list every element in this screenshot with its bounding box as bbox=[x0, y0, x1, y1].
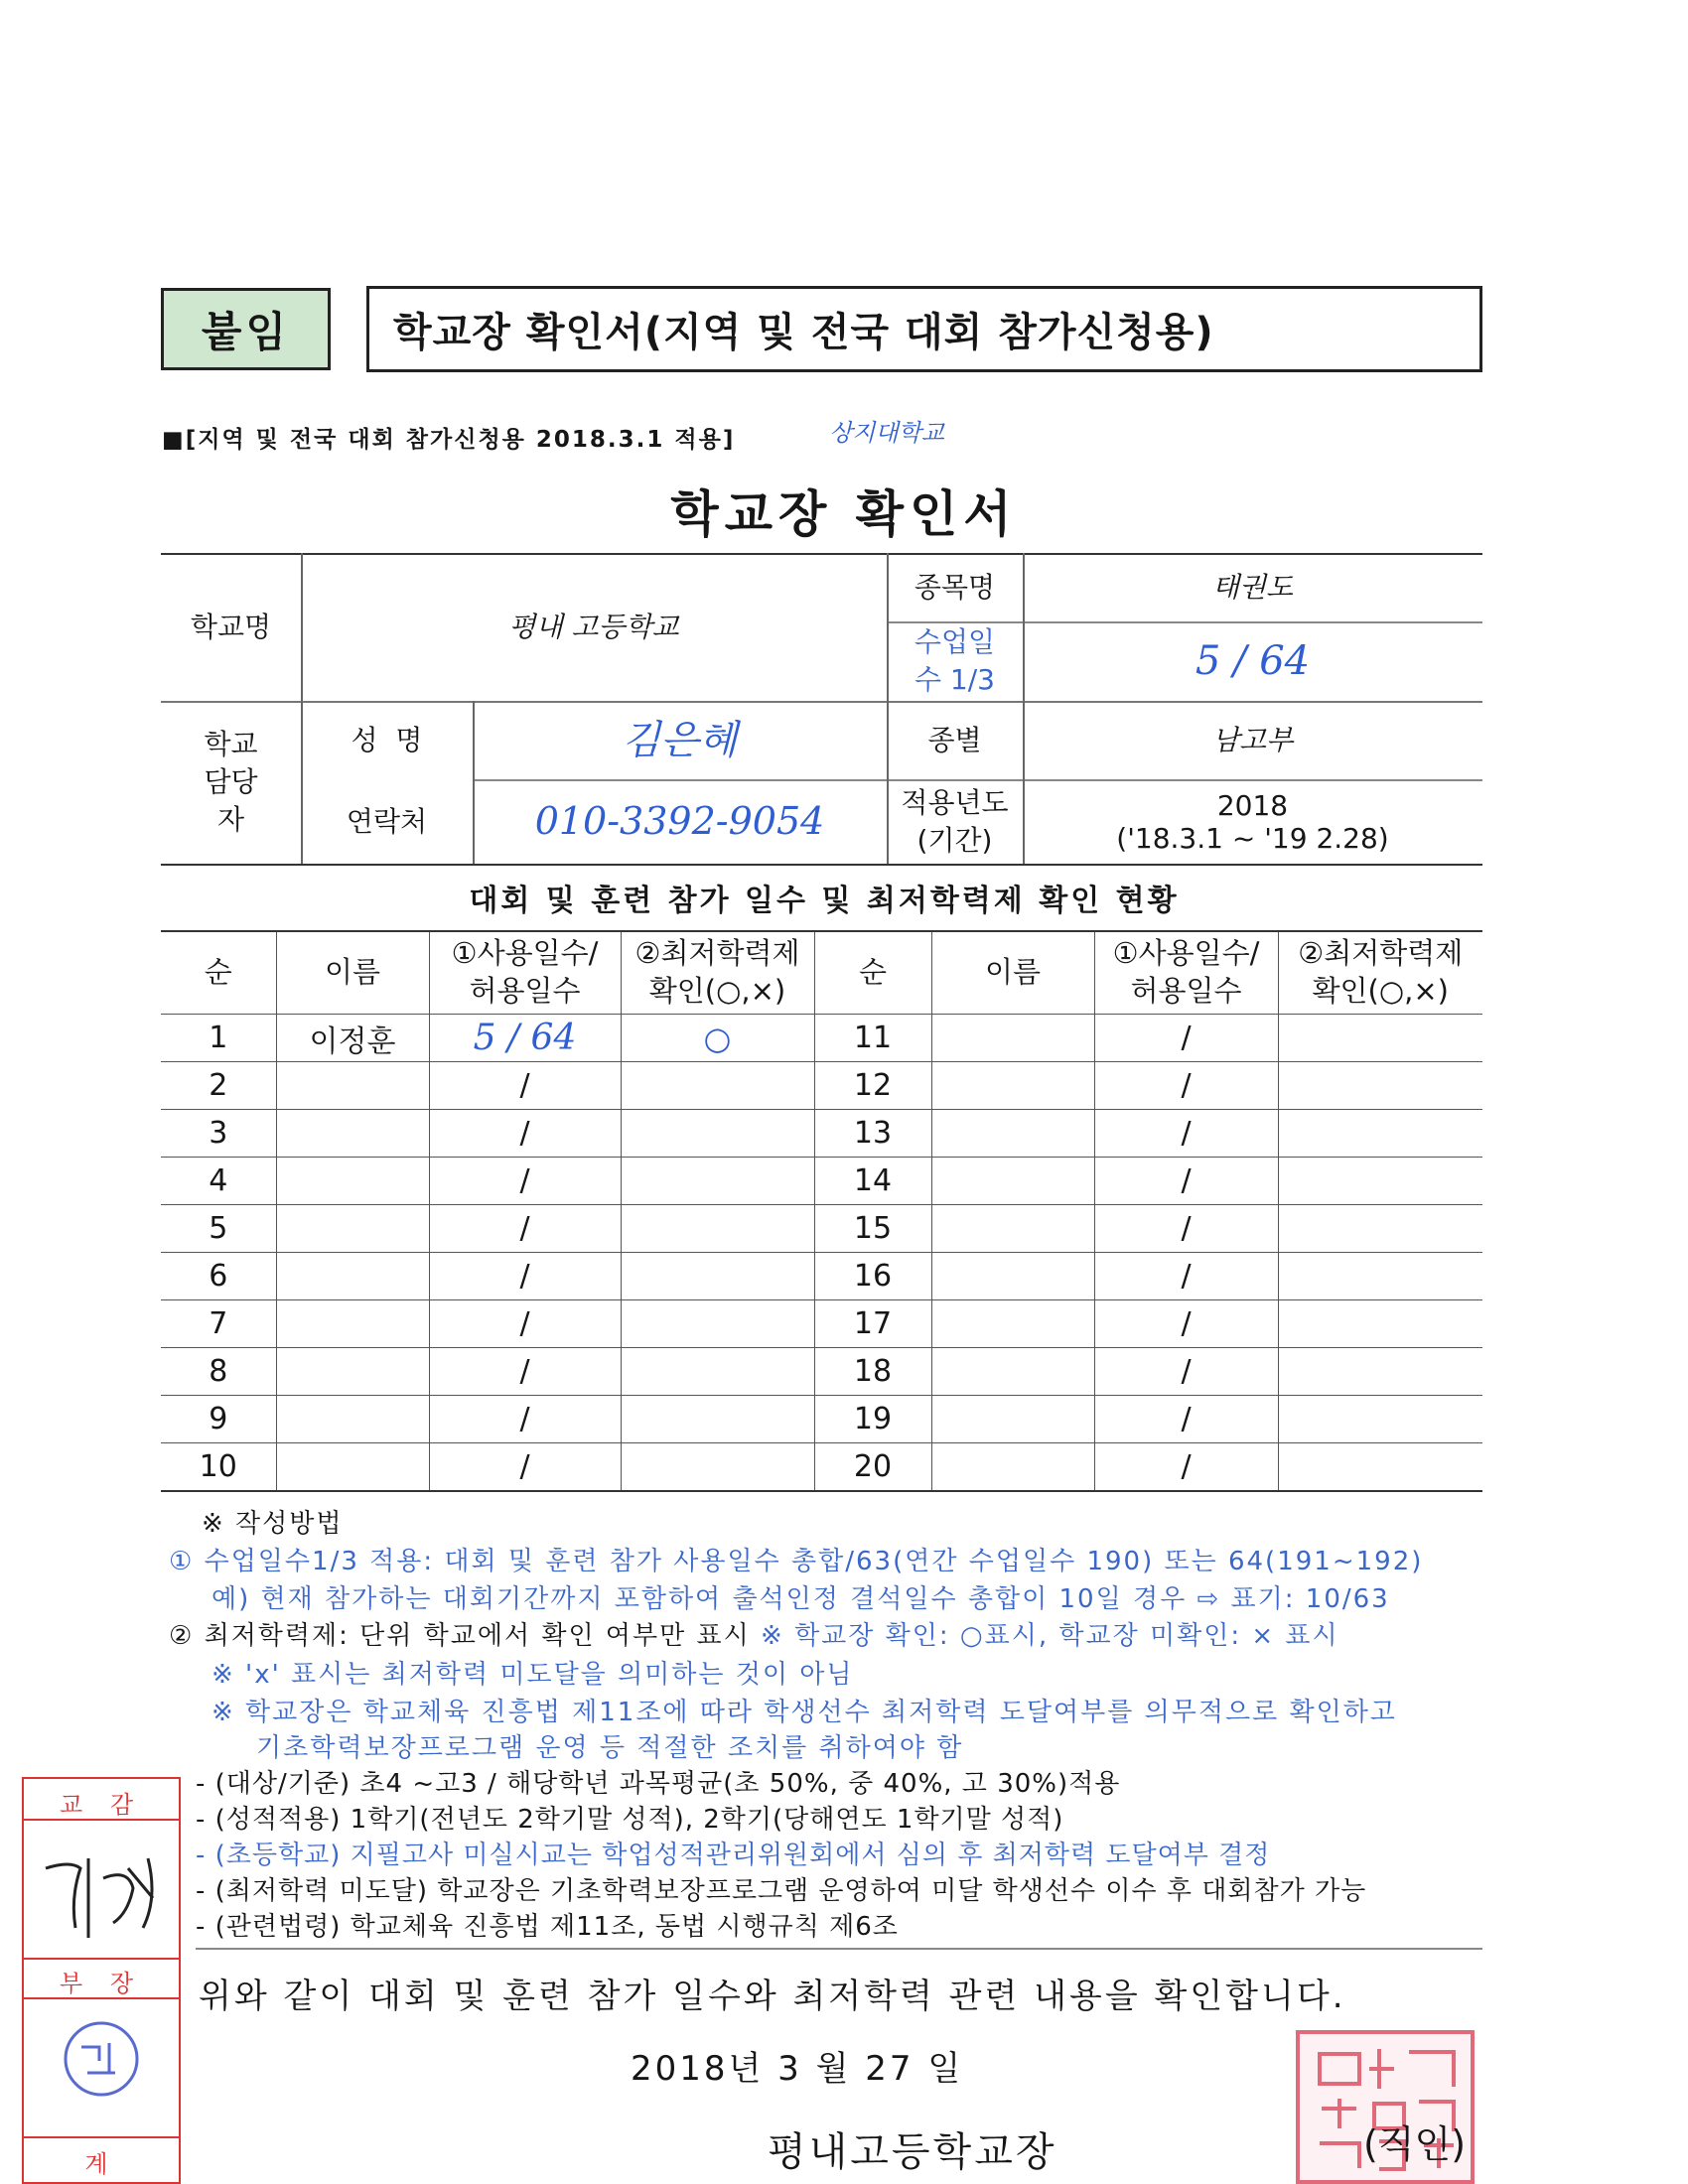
phone-label: 연락처 bbox=[346, 804, 428, 838]
row-days: / bbox=[429, 1062, 621, 1110]
row-name: 이정훈 bbox=[276, 1015, 429, 1062]
row-name bbox=[931, 1158, 1094, 1205]
row-name bbox=[931, 1015, 1094, 1062]
row-min bbox=[1278, 1348, 1482, 1396]
row-name bbox=[276, 1300, 429, 1348]
row-days: / bbox=[1094, 1253, 1278, 1300]
approval-divider bbox=[24, 1819, 179, 1821]
row-days: / bbox=[1094, 1158, 1278, 1205]
class-days-value: 5 / 64 bbox=[1195, 638, 1311, 684]
row-name bbox=[931, 1205, 1094, 1253]
phone-value: 010-3392-9054 bbox=[534, 798, 825, 843]
note-2-line1 bbox=[169, 1621, 1339, 1652]
table-row bbox=[161, 1110, 1482, 1158]
section-title: 대회 및 훈련 참가 일수 및 최저학력제 확인 현황 bbox=[469, 884, 1180, 918]
row-days: / bbox=[1094, 1300, 1278, 1348]
row-min: ○ bbox=[621, 1015, 814, 1062]
year-label: 적용년도 (기간) bbox=[901, 785, 1009, 857]
header-days-line2: 허용일수 bbox=[1130, 974, 1242, 1008]
row-days: / bbox=[429, 1110, 621, 1158]
school-name-label: 학교명 bbox=[190, 610, 272, 643]
row-no: 8 bbox=[161, 1348, 276, 1396]
row-min bbox=[1278, 1158, 1482, 1205]
note-detail-4: - (최저학력 미도달) 학교장은 기초학력보장프로그램 운영하여 미달 학생선수 이수 후 대회참가 가능 bbox=[196, 1876, 1367, 1906]
row-name bbox=[276, 1062, 429, 1110]
row-min bbox=[1278, 1110, 1482, 1158]
row-min bbox=[621, 1348, 814, 1396]
department-head-seal-icon bbox=[60, 2017, 143, 2101]
handwritten-university-note: 상지대학교 bbox=[829, 419, 944, 447]
row-min bbox=[1278, 1205, 1482, 1253]
approval-stamp-column bbox=[22, 1777, 181, 2184]
approval-divider bbox=[24, 1958, 179, 1960]
row-min bbox=[621, 1062, 814, 1110]
year-value: 2018 bbox=[1216, 788, 1289, 822]
event-label: 종목명 bbox=[914, 570, 996, 604]
row-min bbox=[1278, 1015, 1482, 1062]
row-no: 10 bbox=[161, 1443, 276, 1492]
row-min bbox=[621, 1205, 814, 1253]
row-no: 16 bbox=[814, 1253, 931, 1300]
table-row bbox=[161, 1015, 1482, 1062]
row-min bbox=[621, 1396, 814, 1443]
row-days: / bbox=[429, 1158, 621, 1205]
confirmation-statement: 위와 같이 대회 및 훈련 참가 일수와 최저학력 관련 내용을 확인합니다. bbox=[199, 1977, 1346, 2016]
attachment-label: 붙임 bbox=[161, 288, 331, 370]
row-min bbox=[1278, 1300, 1482, 1348]
row-name bbox=[276, 1110, 429, 1158]
row-no: 18 bbox=[814, 1348, 931, 1396]
document-title: 학교장 확인서 bbox=[670, 485, 1018, 543]
note-1-line1: ① 수업일수1/3 적용: 대회 및 훈련 참가 사용일수 총합/63(연간 수업일수 190) 또는 64(191~192) bbox=[169, 1547, 1424, 1576]
notes-heading: ※ 작성방법 bbox=[202, 1509, 344, 1539]
row-no: 3 bbox=[161, 1110, 276, 1158]
category-value: 남고부 bbox=[1211, 723, 1294, 756]
row-min bbox=[1278, 1253, 1482, 1300]
row-min bbox=[1278, 1443, 1482, 1492]
note-2-black: ② 최저학력제: 단위 학교에서 확인 여부만 표시 bbox=[169, 1621, 751, 1651]
header-days-line2: 허용일수 bbox=[469, 974, 581, 1008]
approval-label-bottom: 계 bbox=[84, 2150, 118, 2178]
row-days: / bbox=[1094, 1015, 1278, 1062]
approval-label-top: 교 감 bbox=[60, 1791, 143, 1819]
table-row bbox=[161, 1158, 1482, 1205]
row-no: 11 bbox=[814, 1015, 931, 1062]
table-row bbox=[161, 1253, 1482, 1300]
row-name bbox=[276, 1158, 429, 1205]
info-table-bottom-border bbox=[161, 864, 1482, 866]
approval-divider bbox=[24, 2136, 179, 2138]
header-min-line2: 확인(○,×) bbox=[1312, 974, 1449, 1008]
approval-divider bbox=[24, 1997, 179, 1999]
class-days-label: 수업일수 1/3 bbox=[914, 625, 996, 696]
row-days: / bbox=[1094, 1396, 1278, 1443]
row-days: / bbox=[429, 1300, 621, 1348]
row-name bbox=[276, 1348, 429, 1396]
row-name bbox=[276, 1396, 429, 1443]
header-min-right bbox=[1278, 931, 1482, 1015]
seal-mark: (직인) bbox=[1363, 2122, 1467, 2166]
row-name bbox=[276, 1253, 429, 1300]
row-days: / bbox=[429, 1205, 621, 1253]
row-min bbox=[1278, 1396, 1482, 1443]
row-name bbox=[931, 1396, 1094, 1443]
contact-name-value: 김은혜 bbox=[622, 717, 738, 763]
header-days-line1: ①사용일수/ bbox=[1112, 936, 1260, 971]
principal-title: 평내고등학교장 bbox=[768, 2129, 1057, 2175]
header-days bbox=[429, 931, 621, 1015]
row-name bbox=[931, 1348, 1094, 1396]
note-detail-5: - (관련법령) 학교체육 진흥법 제11조, 동법 시행규칙 제6조 bbox=[196, 1912, 899, 1942]
note-2-line2: ※ 'x' 표시는 최저학력 미도달을 의미하는 것이 아님 bbox=[211, 1660, 854, 1690]
note-detail-3: - (초등학교) 지필고사 미실시교는 학업성적관리위원회에서 심의 후 최저학력 도달여부 결정 bbox=[196, 1841, 1271, 1870]
event-value: 태권도 bbox=[1211, 570, 1294, 604]
participation-table-header bbox=[161, 931, 1482, 1015]
document-date: 2018년 3 월 27 일 bbox=[631, 2049, 964, 2089]
table-row bbox=[161, 1205, 1482, 1253]
notes-divider bbox=[196, 1948, 1482, 1950]
row-days: 5 / 64 bbox=[429, 1015, 621, 1062]
note-1-line2: 예) 현재 참가하는 대회기간까지 포함하여 출석인정 결석일수 총합이 10일 경우 ⇨ 표기: 10/63 bbox=[211, 1584, 1390, 1614]
row-no: 12 bbox=[814, 1062, 931, 1110]
row-days: / bbox=[429, 1348, 621, 1396]
row-name bbox=[931, 1443, 1094, 1492]
row-min bbox=[621, 1300, 814, 1348]
header-min-line2: 확인(○,×) bbox=[648, 974, 786, 1008]
row-name bbox=[931, 1300, 1094, 1348]
header-min-line1: ②최저학력제 bbox=[634, 936, 800, 971]
row-days: / bbox=[1094, 1110, 1278, 1158]
row-name bbox=[931, 1062, 1094, 1110]
row-no: 15 bbox=[814, 1205, 931, 1253]
row-min bbox=[621, 1158, 814, 1205]
approval-label-mid: 부 장 bbox=[60, 1970, 143, 1997]
row-min bbox=[621, 1110, 814, 1158]
row-min bbox=[621, 1253, 814, 1300]
header-name: 이름 bbox=[276, 931, 429, 1015]
category-label: 종별 bbox=[927, 723, 982, 756]
table-row bbox=[161, 1300, 1482, 1348]
row-no: 4 bbox=[161, 1158, 276, 1205]
row-no: 17 bbox=[814, 1300, 931, 1348]
row-name bbox=[276, 1443, 429, 1492]
name-label: 성 명 bbox=[351, 723, 423, 756]
header-min-line1: ②최저학력제 bbox=[1298, 936, 1464, 971]
form-title: 학교장 확인서(지역 및 전국 대회 참가신청용) bbox=[366, 286, 1482, 372]
row-no: 6 bbox=[161, 1253, 276, 1300]
row-no: 7 bbox=[161, 1300, 276, 1348]
note-detail-2: - (성적적용) 1학기(전년도 2학기말 성적), 2학기(당해연도 1학기말 성적) bbox=[196, 1805, 1064, 1835]
row-name bbox=[276, 1205, 429, 1253]
table-row bbox=[161, 1396, 1482, 1443]
row-name bbox=[931, 1110, 1094, 1158]
row-days: / bbox=[429, 1253, 621, 1300]
note-2-blue: ※ 학교장 확인: ○표시, 학교장 미확인: × 표시 bbox=[761, 1621, 1339, 1651]
row-no: 9 bbox=[161, 1396, 276, 1443]
row-days: / bbox=[1094, 1443, 1278, 1492]
note-2-line3: ※ 학교장은 학교체육 진흥법 제11조에 따라 학생선수 최저학력 도달여부를 의무적으로 확인하고 bbox=[211, 1698, 1397, 1727]
header-name-right: 이름 bbox=[931, 931, 1094, 1015]
row-name bbox=[931, 1253, 1094, 1300]
form-subheading: ■[지역 및 전국 대회 참가신청용 2018.3.1 적용] bbox=[162, 427, 736, 453]
row-no: 19 bbox=[814, 1396, 931, 1443]
row-no: 14 bbox=[814, 1158, 931, 1205]
year-cell bbox=[1023, 779, 1482, 864]
school-name-value: 평내 고등학교 bbox=[508, 610, 679, 643]
row-min bbox=[1278, 1062, 1482, 1110]
row-no: 20 bbox=[814, 1443, 931, 1492]
table-row bbox=[161, 1348, 1482, 1396]
row-days: / bbox=[1094, 1348, 1278, 1396]
note-2-line4: 기초학력보장프로그램 운영 등 적절한 조치를 취하여야 함 bbox=[256, 1733, 964, 1763]
row-no: 13 bbox=[814, 1110, 931, 1158]
note-detail-1: - (대상/기준) 초4 ~고3 / 해당학년 과목평균(초 50%, 중 40%, 고 30%)적용 bbox=[196, 1769, 1121, 1799]
table-row bbox=[161, 1443, 1482, 1492]
table-row bbox=[161, 1062, 1482, 1110]
row-days: / bbox=[429, 1396, 621, 1443]
row-days: / bbox=[1094, 1062, 1278, 1110]
row-days: / bbox=[1094, 1205, 1278, 1253]
header-no: 순 bbox=[161, 931, 276, 1015]
header-days-right bbox=[1094, 931, 1278, 1015]
row-min bbox=[621, 1443, 814, 1492]
period-value: ('18.3.1 ~ '19 2.28) bbox=[1116, 821, 1389, 855]
participation-table bbox=[161, 930, 1482, 1492]
row-no: 1 bbox=[161, 1015, 276, 1062]
header-no-right: 순 bbox=[814, 931, 931, 1015]
contact-group-label: 학교 담당자 bbox=[204, 728, 258, 836]
handwritten-signature-icon bbox=[34, 1839, 173, 1948]
row-days: / bbox=[429, 1443, 621, 1492]
header-min bbox=[621, 931, 814, 1015]
row-no: 5 bbox=[161, 1205, 276, 1253]
header-days-line1: ①사용일수/ bbox=[451, 936, 599, 971]
row-no: 2 bbox=[161, 1062, 276, 1110]
